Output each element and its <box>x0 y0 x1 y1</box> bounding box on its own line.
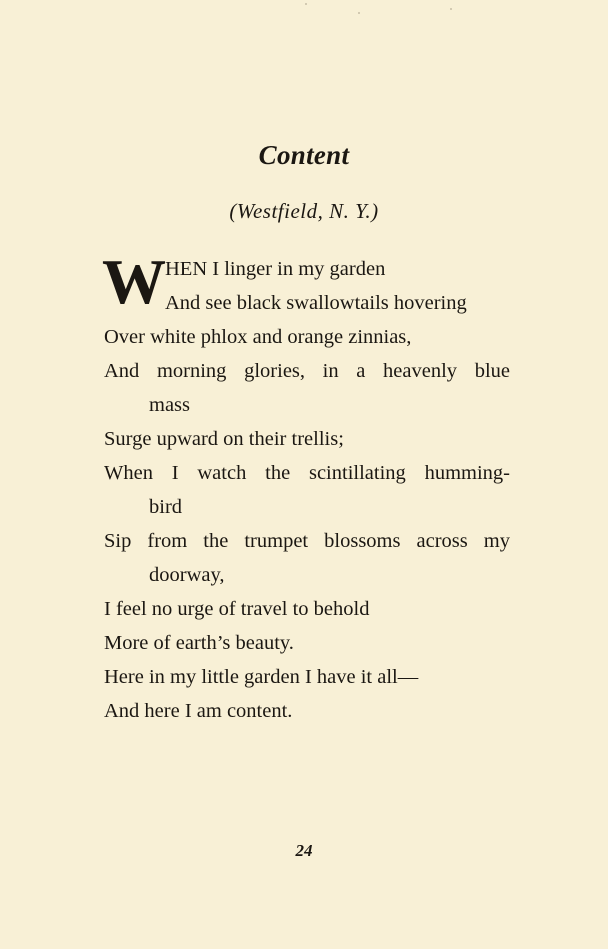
poem-line-6-continued: bird <box>149 496 183 518</box>
poem-line-5: Surge upward on their trellis; <box>104 428 344 450</box>
poem-line-2: And see black swallowtails hovering <box>165 292 467 314</box>
poem-line-6: When I watch the scintillating humming- <box>104 462 510 484</box>
drop-cap: W <box>102 246 166 317</box>
paper-speck <box>450 8 452 10</box>
poem-line-11: And here I am content. <box>104 700 293 722</box>
poem-body <box>102 246 510 728</box>
paper-speck <box>305 3 307 5</box>
poem-line-9: More of earth’s beauty. <box>104 632 294 654</box>
poem-line-4-continued: mass <box>149 394 190 416</box>
page-number: 24 <box>295 841 313 860</box>
paper-speck <box>358 12 360 14</box>
poem-line-8: I feel no urge of travel to behold <box>104 598 370 620</box>
poem-subtitle: (Westfield, N. Y.) <box>229 199 379 223</box>
poem-line-3: Over white phlox and orange zinnias, <box>104 326 412 348</box>
poem-line-7-continued: doorway, <box>149 564 225 586</box>
poem-line-4: And morning glories, in a heavenly blue <box>104 360 510 382</box>
poem-line-7: Sip from the trumpet blossoms across my <box>104 530 510 552</box>
poem-title: Content <box>258 140 350 170</box>
poem-line-10: Here in my little garden I have it all— <box>104 666 419 688</box>
poem-line-text: HEN I linger in my garden <box>165 258 386 280</box>
